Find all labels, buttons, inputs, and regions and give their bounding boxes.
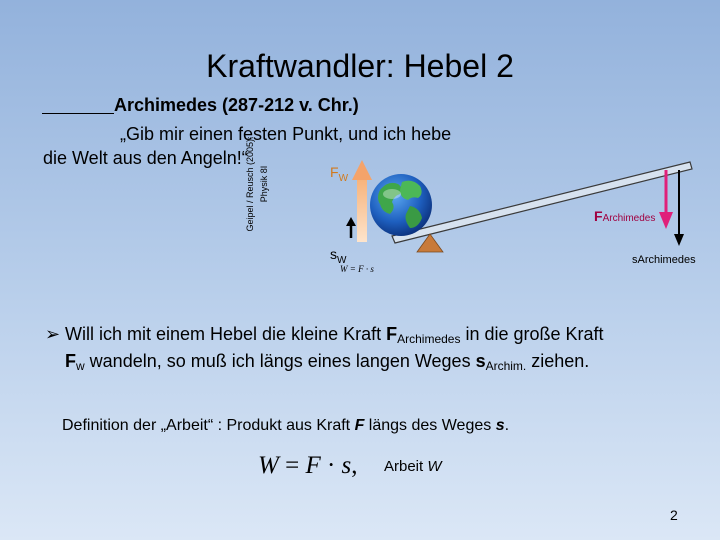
fw-label: $F_W$ — [330, 164, 349, 184]
page-number: 2 — [670, 507, 678, 523]
sw-arrow-icon — [346, 217, 356, 238]
author-heading: Archimedes (287-212 v. Chr.) — [114, 95, 359, 115]
farch-arrow-icon — [659, 170, 673, 229]
slide-title: Kraftwandler: Hebel 2 — [206, 48, 514, 84]
sarch-arrow-icon — [674, 170, 684, 246]
mini-formula: W = F · s — [340, 264, 374, 274]
quote-line-2: die Welt aus den Angeln!“ — [43, 148, 248, 168]
work-formula: W = F · s, — [258, 452, 358, 479]
lever-beam — [392, 162, 692, 243]
image-credit: Geipel / Reusch (2005): Physik 8I — [245, 136, 269, 232]
arbeit-label: Arbeit W — [384, 458, 442, 475]
globe-icon — [370, 174, 432, 236]
quote-line-1: „Gib mir einen festen Punkt, und ich hebe — [120, 124, 452, 144]
sarch-label: sArchimedes — [632, 254, 696, 266]
fw-arrow-icon — [352, 160, 372, 242]
sw-label: $s_W$ — [330, 246, 347, 266]
bullet-arrow-icon: ➢ — [45, 324, 61, 344]
definition-text: Definition der „Arbeit“ : Produkt aus Kraft F längs des Weges s. — [62, 417, 510, 434]
bullet-paragraph: ➢ Will ich mit einem Hebel die kleine Kraft $F_{Archimedes}$ in die große Kraft $F_w$ wandeln, so muß ich längs eines langen Weges $s_{Archim.}$ ziehen. — [45, 324, 604, 373]
farch-label: FArchimedes — [594, 208, 656, 224]
